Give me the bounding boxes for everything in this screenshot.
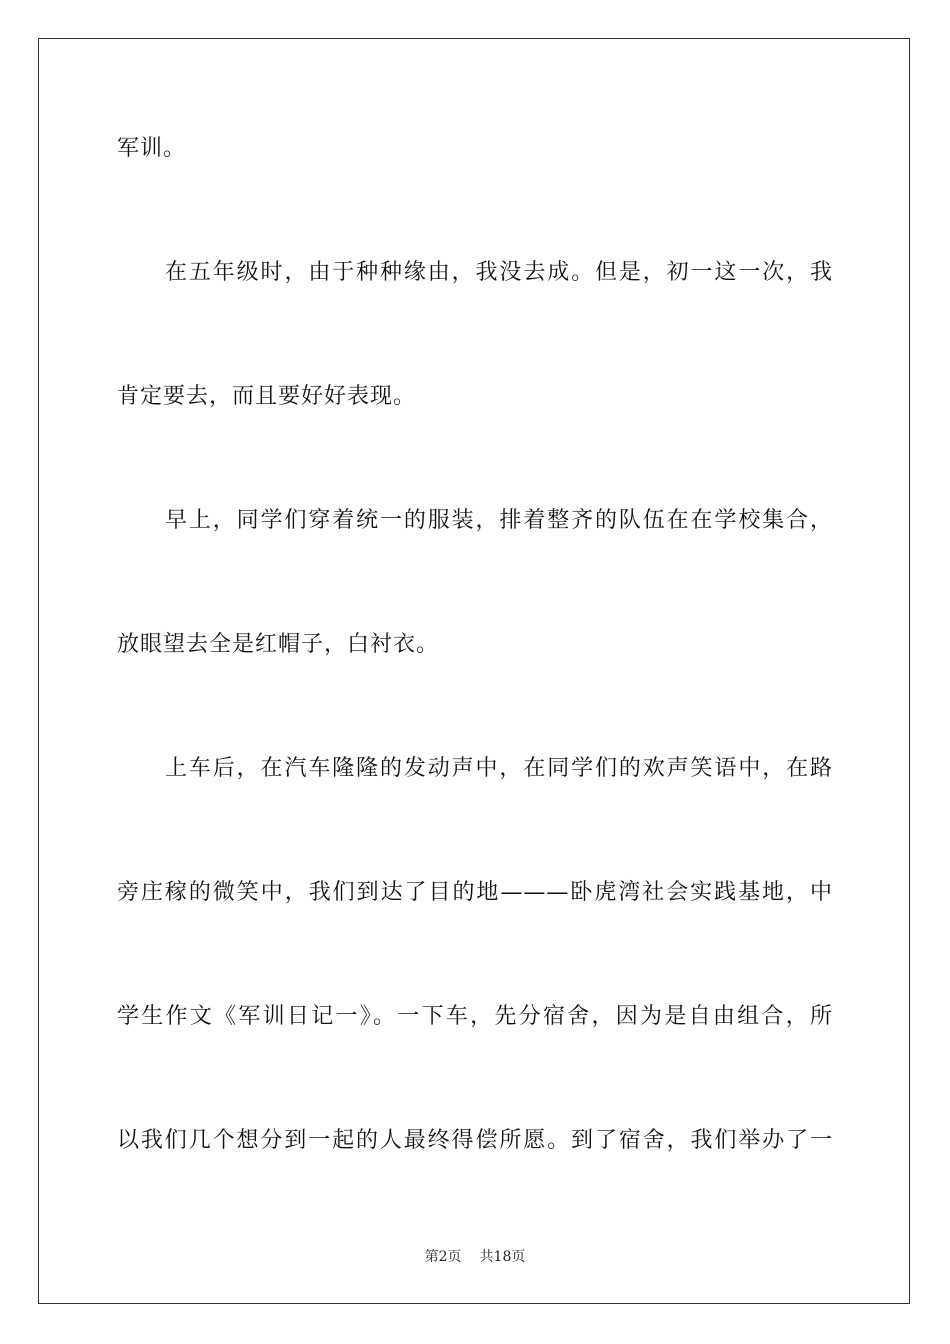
paragraph-line-4: 早上，同学们穿着统一的服装，排着整齐的队伍在在学校集合， xyxy=(165,508,833,533)
paragraph-line-3: 肯定要去，而且要好好表现。 xyxy=(117,384,417,409)
paragraph-line-5: 放眼望去全是红帽子，白衬衣。 xyxy=(117,632,440,657)
page-number: 第2页 xyxy=(424,1249,462,1265)
page-footer xyxy=(0,1248,950,1266)
paragraph-line-9: 以我们几个想分到一起的人最终得偿所愿。到了宿舍，我们举办了一 xyxy=(117,1128,833,1153)
paragraph-line-8: 学生作文《军训日记一》。一下车，先分宿舍，因为是自由组合，所 xyxy=(117,1004,833,1029)
paragraph-line-1: 军训。 xyxy=(117,136,187,161)
paragraph-line-2: 在五年级时，由于种种缘由，我没去成。但是，初一这一次，我 xyxy=(165,260,833,285)
paragraph-line-6: 上车后，在汽车隆隆的发动声中，在同学们的欢声笑语中，在路 xyxy=(165,756,833,781)
page-total: 共18页 xyxy=(479,1249,526,1265)
paragraph-line-7: 旁庄稼的微笑中，我们到达了目的地———卧虎湾社会实践基地，中 xyxy=(117,880,833,905)
page-frame xyxy=(38,38,910,1304)
